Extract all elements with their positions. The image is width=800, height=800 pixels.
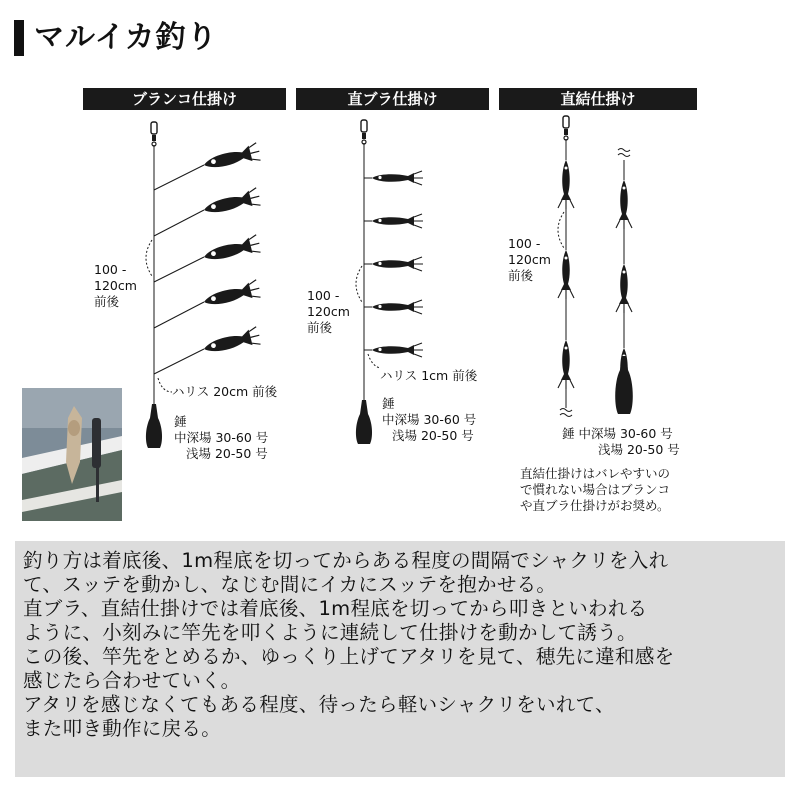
description-line: 釣り方は着底後、1m程底を切ってからある程度の間隔でシャクリを入れ: [23, 549, 669, 572]
chokubura-spacing-3: 前後: [307, 320, 333, 335]
header-chokubura: 直ブラ仕掛け: [296, 88, 489, 110]
description-line: ように、小刻みに竿先を叩くように連続して仕掛けを動かして誘う。: [23, 621, 637, 644]
chokubura-sinker-label: 錘: [382, 396, 395, 411]
description-line: この後、竿先をとめるか、ゆっくり上げてアタリを見て、穂先に違和感を: [23, 645, 675, 668]
description-line: アタリを感じなくてもある程度、待ったら軽いシャクリをいれて、: [23, 693, 615, 716]
branko-spacing-3: 前後: [94, 294, 120, 309]
chokubura-sinker-shallow: 浅場 20-50 号: [392, 428, 474, 443]
chokketsu-note-2: で慣れない場合はブランコ: [520, 482, 671, 497]
description-line: 直ブラ、直結仕掛けでは着底後、1m程底を切ってから叩きといわれる: [23, 597, 648, 620]
chokketsu-rig-left: [558, 116, 574, 417]
branko-spacing-2: 120cm: [94, 278, 137, 293]
photo-illustration: [22, 388, 122, 521]
header-branko: ブランコ仕掛け: [83, 88, 286, 110]
branko-sinker-label: 錘: [174, 414, 187, 429]
chokubura-spacing-1: 100 -: [307, 288, 340, 303]
branko-sinker-shallow: 浅場 20-50 号: [186, 446, 268, 461]
chokketsu-sinker-deep: 錘 中深場 30-60 号: [562, 426, 673, 441]
chokketsu-note-1: 直結仕掛けはバレやすいの: [520, 466, 671, 481]
chokketsu-rig-right: [615, 149, 633, 415]
chokketsu-spacing-2: 120cm: [508, 252, 551, 267]
chokketsu-sinker-shallow: 浅場 20-50 号: [598, 442, 680, 457]
header-chokketsu: 直結仕掛け: [499, 88, 697, 110]
branko-sinker-deep: 中深場 30-60 号: [174, 430, 269, 445]
chokubura-spacing-2: 120cm: [307, 304, 350, 319]
chokubura-harisu-label: ハリス 1cm 前後: [380, 368, 478, 383]
description-line: 感じたら合わせていく。: [23, 669, 241, 692]
description-line: て、スッテを動かし、なじむ間にイカにスッテを抱かせる。: [23, 573, 557, 596]
chokubura-sinker-deep: 中深場 30-60 号: [382, 412, 477, 427]
chokketsu-spacing-1: 100 -: [508, 236, 541, 251]
chokketsu-spacing-3: 前後: [508, 268, 534, 283]
description-line: また叩き動作に戻る。: [23, 717, 222, 740]
branko-spacing-1: 100 -: [94, 262, 127, 277]
description-box: [15, 541, 785, 777]
page-title: マルイカ釣り: [34, 20, 218, 55]
branko-harisu-label: ハリス 20cm 前後: [172, 384, 278, 399]
chokketsu-note-3: や直ブラ仕掛けがお奨め。: [520, 498, 670, 513]
fishing-photo: [22, 388, 122, 521]
